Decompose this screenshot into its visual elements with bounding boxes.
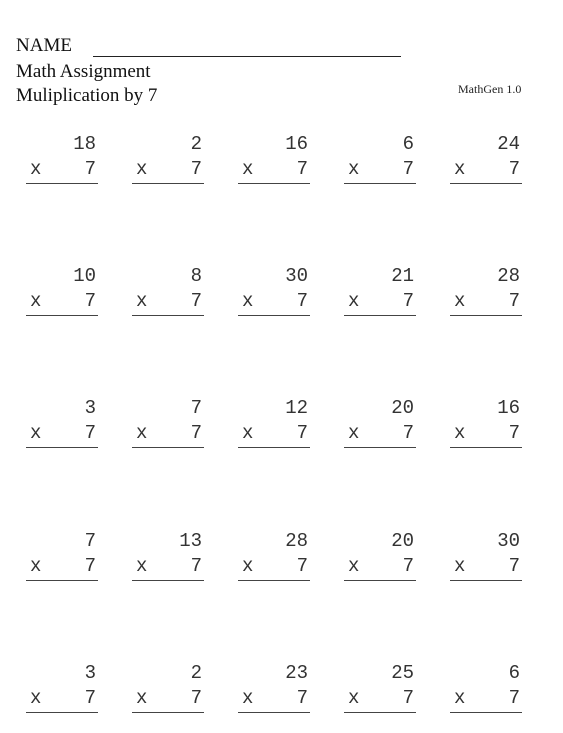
problem-2-2 bbox=[132, 265, 204, 315]
version-label: MathGen 1.0 bbox=[458, 82, 522, 96]
answer-line[interactable] bbox=[238, 712, 310, 713]
answer-line[interactable] bbox=[26, 447, 98, 448]
multiplier: 7 bbox=[296, 555, 308, 577]
assignment-subtitle: Muliplication by 7 bbox=[16, 85, 158, 106]
operator: x bbox=[30, 290, 42, 312]
answer-line[interactable] bbox=[26, 315, 98, 316]
problem-2-4 bbox=[344, 265, 416, 315]
operator: x bbox=[242, 687, 254, 709]
problem-3-1 bbox=[26, 397, 98, 447]
answer-line[interactable] bbox=[238, 447, 310, 448]
top-number: 20 bbox=[391, 397, 414, 419]
operator: x bbox=[136, 687, 148, 709]
top-number: 2 bbox=[190, 662, 202, 684]
answer-line[interactable] bbox=[344, 447, 416, 448]
assignment-title: Math Assignment bbox=[16, 61, 151, 82]
answer-line[interactable] bbox=[450, 712, 522, 713]
top-number: 10 bbox=[73, 265, 96, 287]
top-number: 18 bbox=[73, 133, 96, 155]
problem-1-5 bbox=[450, 133, 522, 183]
operator: x bbox=[454, 687, 466, 709]
operator: x bbox=[348, 290, 360, 312]
multiplier: 7 bbox=[508, 290, 520, 312]
multiplier: 7 bbox=[508, 422, 520, 444]
answer-line[interactable] bbox=[238, 580, 310, 581]
name-field-label bbox=[16, 35, 72, 57]
multiplier: 7 bbox=[296, 687, 308, 709]
top-number: 6 bbox=[508, 662, 520, 684]
answer-line[interactable] bbox=[132, 183, 204, 184]
problem-4-4 bbox=[344, 530, 416, 580]
top-number: 23 bbox=[285, 662, 308, 684]
top-number: 30 bbox=[497, 530, 520, 552]
multiplier: 7 bbox=[402, 687, 414, 709]
operator: x bbox=[454, 422, 466, 444]
top-number: 30 bbox=[285, 265, 308, 287]
multiplier: 7 bbox=[190, 158, 202, 180]
problem-2-1 bbox=[26, 265, 98, 315]
problem-5-2 bbox=[132, 662, 204, 712]
problem-5-5 bbox=[450, 662, 522, 712]
answer-line[interactable] bbox=[132, 447, 204, 448]
answer-line[interactable] bbox=[344, 580, 416, 581]
top-number: 20 bbox=[391, 530, 414, 552]
top-number: 21 bbox=[391, 265, 414, 287]
top-number: 16 bbox=[285, 133, 308, 155]
operator: x bbox=[242, 555, 254, 577]
top-number: 2 bbox=[190, 133, 202, 155]
problem-4-3 bbox=[238, 530, 310, 580]
answer-line[interactable] bbox=[344, 712, 416, 713]
multiplier: 7 bbox=[296, 290, 308, 312]
multiplier: 7 bbox=[296, 158, 308, 180]
top-number: 13 bbox=[179, 530, 202, 552]
problem-4-2 bbox=[132, 530, 204, 580]
top-number: 12 bbox=[285, 397, 308, 419]
multiplier: 7 bbox=[508, 555, 520, 577]
operator: x bbox=[136, 422, 148, 444]
operator: x bbox=[136, 290, 148, 312]
operator: x bbox=[30, 158, 42, 180]
problem-5-1 bbox=[26, 662, 98, 712]
multiplier: 7 bbox=[190, 687, 202, 709]
top-number: 28 bbox=[285, 530, 308, 552]
operator: x bbox=[348, 687, 360, 709]
top-number: 24 bbox=[497, 133, 520, 155]
operator: x bbox=[136, 158, 148, 180]
problem-5-4 bbox=[344, 662, 416, 712]
operator: x bbox=[30, 555, 42, 577]
multiplier: 7 bbox=[402, 422, 414, 444]
problem-3-3 bbox=[238, 397, 310, 447]
multiplier: 7 bbox=[508, 158, 520, 180]
operator: x bbox=[242, 422, 254, 444]
operator: x bbox=[242, 290, 254, 312]
operator: x bbox=[348, 422, 360, 444]
answer-line[interactable] bbox=[26, 580, 98, 581]
operator: x bbox=[454, 555, 466, 577]
top-number: 16 bbox=[497, 397, 520, 419]
problem-3-5 bbox=[450, 397, 522, 447]
top-number: 8 bbox=[190, 265, 202, 287]
answer-line[interactable] bbox=[132, 712, 204, 713]
name-label: NAME bbox=[16, 35, 72, 56]
multiplier: 7 bbox=[402, 555, 414, 577]
answer-line[interactable] bbox=[450, 315, 522, 316]
answer-line[interactable] bbox=[344, 183, 416, 184]
multiplier: 7 bbox=[84, 687, 96, 709]
multiplier: 7 bbox=[190, 555, 202, 577]
answer-line[interactable] bbox=[450, 447, 522, 448]
top-number: 7 bbox=[84, 530, 96, 552]
answer-line[interactable] bbox=[132, 315, 204, 316]
operator: x bbox=[242, 158, 254, 180]
multiplier: 7 bbox=[190, 290, 202, 312]
top-number: 25 bbox=[391, 662, 414, 684]
top-number: 3 bbox=[84, 397, 96, 419]
problem-1-1 bbox=[26, 133, 98, 183]
problem-3-4 bbox=[344, 397, 416, 447]
answer-line[interactable] bbox=[450, 183, 522, 184]
multiplier: 7 bbox=[508, 687, 520, 709]
operator: x bbox=[30, 422, 42, 444]
multiplier: 7 bbox=[402, 290, 414, 312]
name-blank-line[interactable] bbox=[93, 56, 401, 57]
answer-line[interactable] bbox=[26, 712, 98, 713]
operator: x bbox=[136, 555, 148, 577]
multiplier: 7 bbox=[402, 158, 414, 180]
problem-1-4 bbox=[344, 133, 416, 183]
multiplier: 7 bbox=[84, 290, 96, 312]
operator: x bbox=[30, 687, 42, 709]
problem-3-2 bbox=[132, 397, 204, 447]
problem-1-2 bbox=[132, 133, 204, 183]
problem-1-3 bbox=[238, 133, 310, 183]
problem-5-3 bbox=[238, 662, 310, 712]
multiplier: 7 bbox=[84, 422, 96, 444]
problem-2-3 bbox=[238, 265, 310, 315]
answer-line[interactable] bbox=[344, 315, 416, 316]
operator: x bbox=[454, 290, 466, 312]
multiplier: 7 bbox=[84, 158, 96, 180]
top-number: 7 bbox=[190, 397, 202, 419]
answer-line[interactable] bbox=[238, 183, 310, 184]
operator: x bbox=[348, 158, 360, 180]
problem-4-5 bbox=[450, 530, 522, 580]
multiplier: 7 bbox=[84, 555, 96, 577]
top-number: 6 bbox=[402, 133, 414, 155]
operator: x bbox=[348, 555, 360, 577]
answer-line[interactable] bbox=[238, 315, 310, 316]
top-number: 28 bbox=[497, 265, 520, 287]
problem-4-1 bbox=[26, 530, 98, 580]
problem-2-5 bbox=[450, 265, 522, 315]
answer-line[interactable] bbox=[450, 580, 522, 581]
answer-line[interactable] bbox=[26, 183, 98, 184]
multiplier: 7 bbox=[190, 422, 202, 444]
answer-line[interactable] bbox=[132, 580, 204, 581]
top-number: 3 bbox=[84, 662, 96, 684]
operator: x bbox=[454, 158, 466, 180]
multiplier: 7 bbox=[296, 422, 308, 444]
